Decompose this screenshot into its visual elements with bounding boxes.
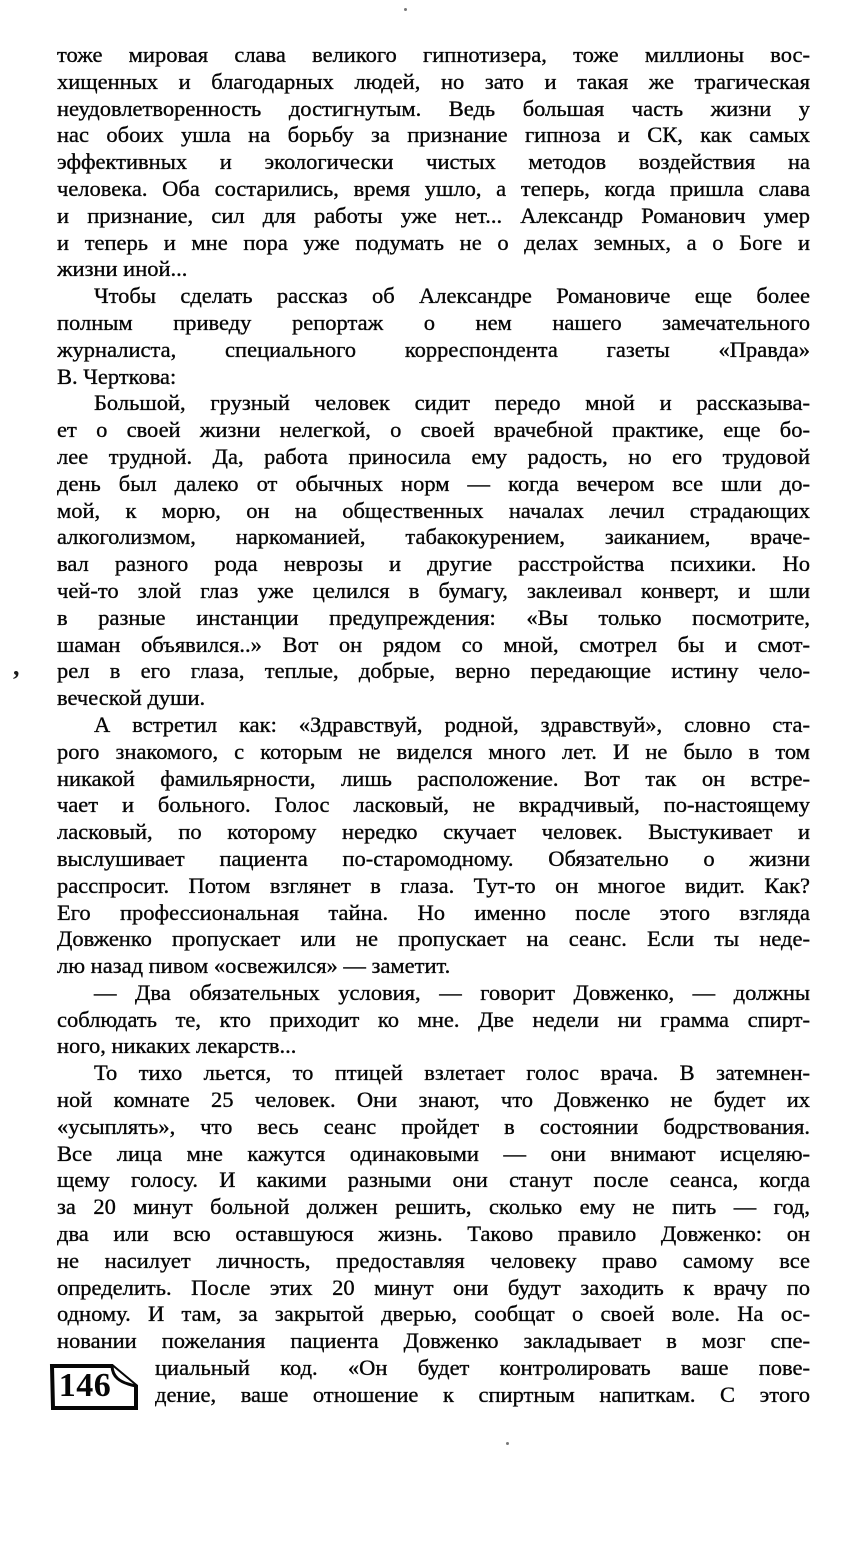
- page-text: [57, 42, 810, 1409]
- text-line: никакой фамильярности, лишь расположение. Вот так он встре-: [57, 765, 810, 791]
- text-line: чей-то злой глаз уже целился в бумагу, заклеивал конверт, и шли: [57, 577, 810, 603]
- page-number: 146: [58, 1367, 112, 1404]
- text-line: Довженко пропускает или не пропускает на сеанс. Если ты неде-: [57, 926, 810, 952]
- text-line: чает и больного. Голос ласковый, не вкрадчивый, по-настоящему: [57, 792, 810, 818]
- text-line: мой, к морю, он на общественных началах лечил страдающих: [57, 497, 810, 523]
- text-line: ет о своей жизни нелегкой, о своей врачебной практике, еще бо-: [57, 417, 810, 443]
- text-line: Большой, грузный человек сидит передо мной и рассказыва-: [94, 390, 810, 416]
- text-line: расспросит. Потом взглянет в глаза. Тут-то он многое видит. Как?: [57, 872, 810, 898]
- text-line: В. Черткова:: [57, 363, 177, 389]
- text-line: Его профессиональная тайна. Но именно после этого взгляда: [57, 899, 810, 925]
- paragraph: [57, 42, 810, 283]
- text-line: человека. Оба состарились, время ушло, а теперь, когда пришла слава: [57, 175, 810, 201]
- text-line: хищенных и благодарных людей, но зато и такая же трагическая: [57, 68, 810, 94]
- text-line: соблюдать те, кто приходит ко мне. Две недели ни грамма спирт-: [57, 1006, 810, 1032]
- text-line: полным приведу репортаж о нем нашего замечательного: [57, 309, 810, 335]
- text-line: ласковый, по которому нередко скучает человек. Выстукивает и: [57, 819, 810, 845]
- paragraph: [57, 283, 810, 390]
- text-line: нас обоих ушла на борьбу за признание гипноза и СК, как самых: [57, 122, 810, 148]
- page-number-badge: [48, 1360, 144, 1412]
- text-line: Все лица мне кажутся одинаковыми — они внимают исцеляю-: [57, 1140, 810, 1166]
- text-line: Чтобы сделать рассказ об Александре Романовиче еще более: [94, 283, 810, 309]
- text-line: рого знакомого, с которым не виделся много лет. И не было в том: [57, 738, 810, 764]
- text-line: вал разного рода неврозы и другие расстройства психики. Но: [57, 551, 810, 577]
- text-line: То тихо льется, то птицей взлетает голос врача. В затемнен-: [94, 1060, 810, 1086]
- text-line: день был далеко от обычных норм — когда вечером все шли до-: [57, 470, 810, 496]
- text-line: журналиста, специального корреспондента газеты «Правда»: [57, 336, 810, 362]
- text-line: ного, никаких лекарств...: [57, 1033, 297, 1059]
- text-line: неудовлетворенность достигнутым. Ведь большая часть жизни у: [57, 95, 810, 121]
- text-line: новании пожелания пациента Довженко закладывает в мозг спе-: [57, 1328, 810, 1354]
- text-line: шаман объявился..» Вот он рядом со мной, смотрел бы и смот-: [57, 631, 810, 657]
- paragraph: [57, 712, 810, 980]
- text-line: эффективных и экологически чистых методов воздействия на: [57, 149, 810, 175]
- text-line: тоже мировая слава великого гипнотизера, тоже миллионы вос-: [57, 42, 810, 67]
- text-line: лее трудной. Да, работа приносила ему радость, но его трудовой: [57, 443, 810, 469]
- text-line: в разные инстанции предупреждения: «Вы только посмотрите,: [57, 604, 810, 630]
- text-line: не насилует личность, предоставляя человеку право самому все: [57, 1247, 810, 1273]
- text-line: веческой души.: [57, 685, 206, 711]
- text-line: «усыплять», что весь сеанс пройдет в состоянии бодрствования.: [57, 1113, 810, 1139]
- text-line: выслушивает пациента по-старомодному. Обязательно о жизни: [57, 845, 810, 871]
- text-line: определить. После этих 20 минут они будут заходить к врачу по: [57, 1274, 810, 1300]
- text-line: дение, ваше отношение к спиртным напиткам. С этого: [155, 1381, 810, 1407]
- text-line: одному. И там, за закрытой дверью, сообщат о своей воле. На ос-: [57, 1301, 810, 1327]
- text-line: алкоголизмом, наркоманией, табакокурением, заиканием, враче-: [57, 524, 810, 550]
- scan-speck: [404, 8, 407, 11]
- text-line: А встретил как: «Здравствуй, родной, здравствуй», словно ста-: [94, 711, 810, 737]
- text-line: щему голосу. И какими разными они станут после сеанса, когда: [57, 1167, 810, 1193]
- text-line: лю назад пивом «освежился» — заметит.: [57, 953, 451, 979]
- text-line: жизни иной...: [57, 256, 188, 282]
- text-line: циальный код. «Он будет контролировать ваше пове-: [155, 1355, 810, 1381]
- text-line: и признание, сил для работы уже нет... Александр Романович умер: [57, 202, 810, 228]
- text-line: — Два обязательных условия, — говорит Довженко, — должны: [94, 979, 810, 1005]
- paragraph: [57, 1060, 810, 1408]
- text-line: за 20 минут больной должен решить, сколько ему не пить — год,: [57, 1194, 810, 1220]
- scan-speck: [506, 1442, 509, 1445]
- paragraph: [57, 390, 810, 712]
- paragraph: [57, 980, 810, 1060]
- text-line: рел в его глаза, теплые, добрые, верно передающие истину чело-: [57, 658, 810, 684]
- text-line: ной комнате 25 человек. Они знают, что Довженко не будет их: [57, 1087, 810, 1113]
- scan-artifact-comma: ,: [13, 652, 20, 681]
- text-line: два или всю оставшуюся жизнь. Таково правило Довженко: он: [57, 1221, 810, 1247]
- text-line: и теперь и мне пора уже подумать не о делах земных, а о Боге и: [57, 229, 810, 255]
